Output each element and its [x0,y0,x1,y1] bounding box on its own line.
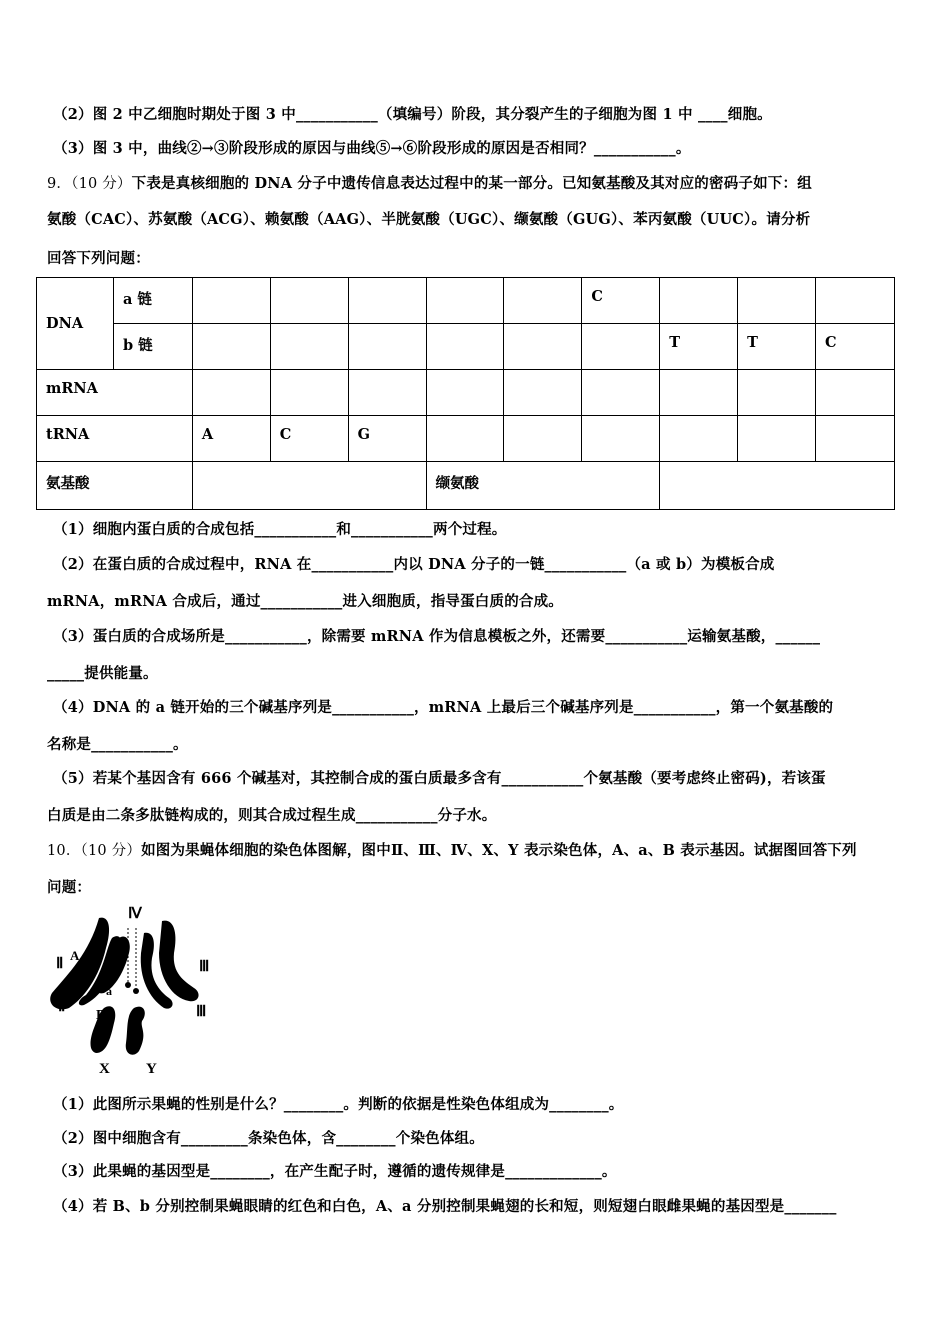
b-chain-label: b 链 [113,324,192,370]
q10-intro-line2: 问题： [47,879,92,896]
amino-acid-label: 氨基酸 [37,462,193,510]
table-cell: C [270,416,348,462]
q9-question-5-cont: 白质是由二条多肽链构成的，则其合成过程生成___________分子水。 [47,807,497,824]
table-cell [660,416,738,462]
table-cell [504,278,582,324]
q10-question-2: （2）图中细胞含有_________条染色体，含________个染色体组。 [53,1130,484,1147]
label-x: X [99,1061,110,1077]
q9-intro-line1 [47,172,812,193]
table-cell [270,324,348,370]
q9-question-5: （5）若某个基因含有 666 个碱基对，其控制合成的蛋白质最多含有___________个氨基酸（要考虑终止密码)，若该蛋 [53,770,826,787]
q9-question-3: （3）蛋白质的合成场所是___________，除需要 mRNA 作为信息模板之外，还需要___________运输氨基酸，______ [53,628,821,645]
label-gene-a: a [106,984,112,998]
table-cell [582,324,660,370]
table-cell [816,416,895,462]
table-cell [270,370,348,416]
table-cell [582,416,660,462]
table-cell [738,278,816,324]
label-ii-upper: Ⅱ [56,956,64,972]
table-cell: T [738,324,816,370]
table-row-b-chain [37,324,895,370]
table-cell [660,370,738,416]
q9-intro-line2: 氨酸（CAC）、苏氨酸（ACG）、赖氨酸（AAG）、半胱氨酸（UGC）、缬氨酸（GUG）、苯丙氨酸（UUC）。请分析 [47,211,811,228]
table-cell [738,416,816,462]
table-cell: T [660,324,738,370]
q9-intro-line3: 回答下列问题： [47,250,150,267]
label-gene-B: B [96,1008,106,1023]
label-iii-upper: Ⅲ [199,959,210,975]
label-iv: Ⅳ [128,906,142,922]
q10-question-1: （1）此图所示果蝇的性别是什么？________。判断的依据是性染色体组成为________。 [53,1096,624,1113]
table-cell [192,324,270,370]
table-cell [660,278,738,324]
q10-question-3: （3）此果蝇的基因型是________，在产生配子时，遵循的遗传规律是_____________。 [53,1163,617,1180]
q10-intro-line1 [47,839,857,860]
fruit-fly-chromosome-figure [44,903,224,1078]
table-cell [426,324,504,370]
table-cell [504,416,582,462]
table-cell [192,462,426,510]
table-cell [426,370,504,416]
q10-intro-text: 如图为果蝇体细胞的染色体图解，图中Ⅱ、Ⅲ、Ⅳ、X、Y 表示染色体，A、a、B 表示基因。试据图回答下列 [141,842,857,859]
table-cell [426,416,504,462]
table-row-trna [37,416,895,462]
table-cell [348,278,426,324]
q9-question-4-cont: 名称是___________。 [47,736,188,753]
label-y: Y [146,1061,157,1077]
table-cell [816,278,895,324]
q8-part2: （2）图 2 中乙细胞时期处于图 3 中___________（填编号）阶段，其分裂产生的子细胞为图 1 中 ____细胞。 [53,106,772,123]
table-cell [504,370,582,416]
table-cell [816,370,895,416]
q8-part3: （3）图 3 中，曲线②→③阶段形成的原因与曲线⑤→⑥阶段形成的原因是否相同？___________。 [53,140,691,157]
q9-question-3-cont: _____提供能量。 [47,665,158,682]
table-cell: A [192,416,270,462]
table-cell [738,370,816,416]
table-row-amino-acid [37,462,895,510]
table-cell [660,462,895,510]
q9-question-4: （4）DNA 的 a 链开始的三个碱基序列是___________，mRNA 上最后三个碱基序列是___________，第一个氨基酸的 [53,699,834,716]
q10-question-4: （4）若 B、b 分别控制果蝇眼睛的红色和白色，A、a 分别控制果蝇翅的长和短，则短翅白眼雌果蝇的基因型是_______ [53,1198,837,1215]
table-cell: C [582,278,660,324]
label-iii-lower: Ⅲ [196,1004,207,1020]
q9-number: 9．（10 分） [47,176,132,192]
table-cell [348,370,426,416]
dna-label: DNA [37,278,114,370]
table-cell [270,278,348,324]
q9-question-2: （2）在蛋白质的合成过程中，RNA 在___________内以 DNA 分子的一链___________（a 或 b）为模板合成 [53,556,775,573]
table-cell: G [348,416,426,462]
table-cell [192,278,270,324]
q9-question-1: （1）细胞内蛋白质的合成包括___________和___________两个过程。 [53,521,507,538]
table-cell [348,324,426,370]
table-cell [426,278,504,324]
label-gene-A: A [70,948,80,963]
dna-expression-table [36,277,895,510]
a-chain-label: a 链 [113,278,192,324]
table-row-mrna [37,370,895,416]
q9-intro-text: 下表是真核细胞的 DNA 分子中遗传信息表达过程中的某一部分。已知氨基酸及其对应的密码子如下：组 [131,175,812,192]
label-ii-lower: Ⅱ [58,999,66,1015]
trna-label: tRNA [37,416,193,462]
table-cell: C [816,324,895,370]
q9-question-2-cont: mRNA，mRNA 合成后，通过___________进入细胞质，指导蛋白质的合成。 [47,593,563,610]
q10-number: 10．（10 分） [47,843,142,859]
table-cell [504,324,582,370]
mrna-label: mRNA [37,370,193,416]
table-cell [582,370,660,416]
table-cell: 缬氨酸 [426,462,660,510]
table-cell [192,370,270,416]
table-row-a-chain [37,278,895,324]
